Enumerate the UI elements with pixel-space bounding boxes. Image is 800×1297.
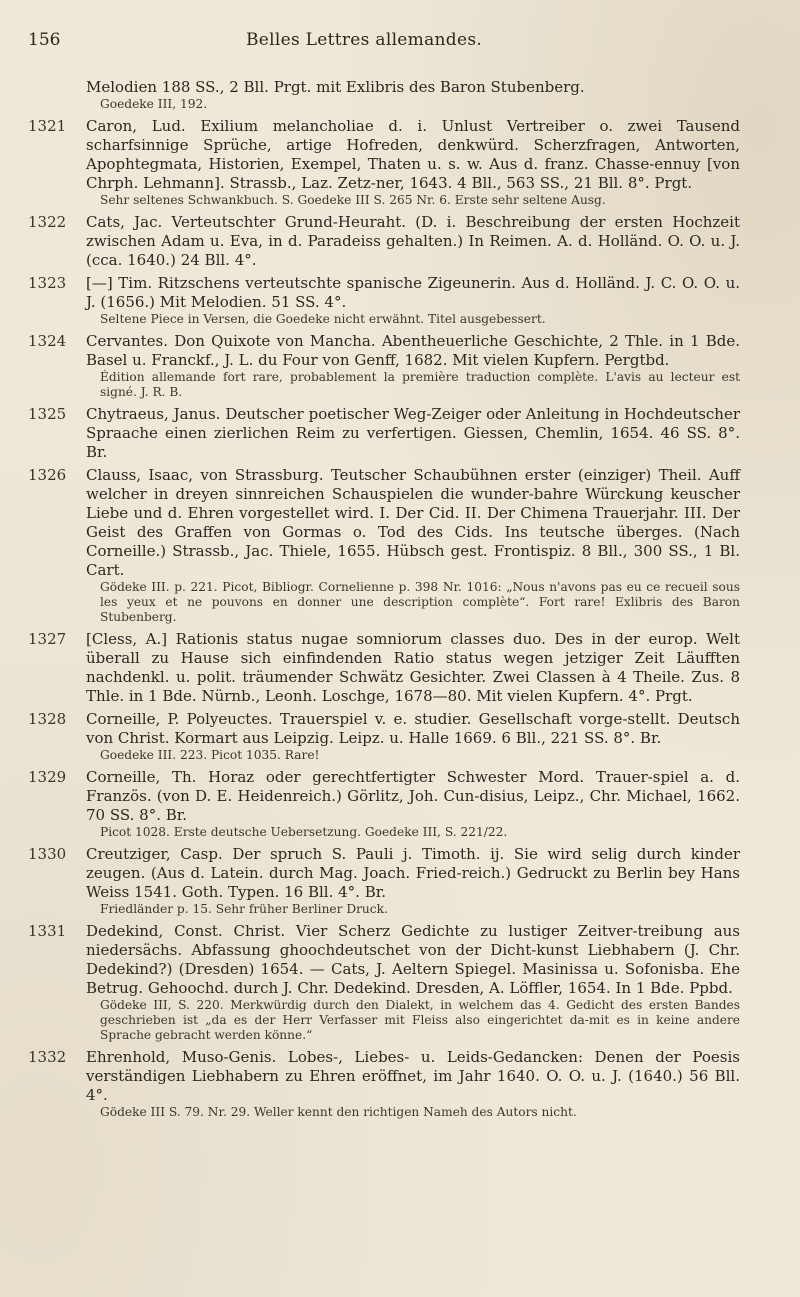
- lot-number: 1328: [28, 710, 67, 728]
- lot-number: 1322: [28, 213, 67, 231]
- entry-note: Goedeke III, 192.: [100, 97, 208, 111]
- catalog-entry: [28, 213, 740, 270]
- catalog-entry: [28, 274, 740, 328]
- entry-text: Cats, Jac. Verteutschter Grund-Heuraht. (D. i. Beschreibung der ersten Hochzeit zwischen Adam u. Eva, in d. Paradeiss gehalten.) In Reimen. A. d. Holländ. O. O. u. J. (cca. 1640.) 24 Bll. 4°.: [86, 213, 740, 269]
- lot-number: 1324: [28, 332, 67, 350]
- entry-text: Melodien 188 SS., 2 Bll. Prgt. mit Exlibris des Baron Stubenberg.: [86, 78, 585, 96]
- entry-note: Friedländer p. 15. Sehr früher Berliner Druck.: [100, 902, 388, 916]
- entry-body: [86, 630, 740, 706]
- entry-body: [86, 332, 740, 401]
- lot-number: 1332: [28, 1048, 67, 1066]
- lot-number-empty: [28, 78, 86, 113]
- lot-number: 1323: [28, 274, 67, 292]
- catalog-entry: [28, 405, 740, 462]
- entry-body: [86, 768, 740, 841]
- lot-number: 1326: [28, 466, 67, 484]
- entry-text: [Cless, A.] Rationis status nugae somniorum classes duo. Des in der europ. Welt überall zu Hause sich einfindenden Ratio status wegen jetziger Zeit Läufften nachdenkl. u. polit. träumender Schwätz Gesichter. Zwei Classen à 4 Theile. Zus. 8 Thle. in 1 Bde. Nürnb., Leonh. Loschge, 1678—80. Mit vielen Kupfern. 4°. Prgt.: [86, 630, 740, 705]
- entry-text: Corneille, Th. Horaz oder gerechtfertigter Schwester Mord. Trauer-spiel a. d. Französ. (von D. E. Heidenreich.) Görlitz, Joh. Cun-disius, Leipz., Chr. Michael, 1662. 70 SS. 8°. Br.: [86, 768, 740, 824]
- catalog-entry: [28, 117, 740, 209]
- entry-text: Creutziger, Casp. Der spruch S. Pauli j. Timoth. ij. Sie wird selig durch kinder zeugen. (Aus d. Latein. durch Mag. Joach. Fried-reich.) Gedruckt zu Berlin bey Hans Weiss 1541. Goth. Typen. 16 Bll. 4°. Br.: [86, 845, 740, 901]
- entry-body: [86, 922, 740, 1044]
- entry-text: Chytraeus, Janus. Deutscher poetischer Weg-Zeiger oder Anleitung in Hochdeutscher Spraache einen zierlichen Reim zu verfertigen. Giessen, Chemlin, 1654. 46 SS. 8°. Br.: [86, 405, 740, 461]
- continuation-entry: [28, 78, 740, 113]
- catalog-entry: [28, 845, 740, 918]
- entry-note: Gödeke III. p. 221. Picot, Bibliogr. Cornelienne p. 398 Nr. 1016: „Nous n'avons pas eu ce recueil sous les yeux et ne pouvons en donner une description complète“. Fort rare! Exlibris des Baron Stubenberg.: [100, 580, 740, 624]
- entry-body: [86, 710, 740, 764]
- catalog-entry: [28, 332, 740, 401]
- catalog-entry: [28, 630, 740, 706]
- lot-number: 1321: [28, 117, 67, 135]
- entry-text: Corneille, P. Polyeuctes. Trauerspiel v. e. studier. Gesellschaft vorge-stellt. Deutsch von Christ. Kormart aus Leipzig. Leipz. u. Halle 1669. 6 Bll., 221 SS. 8°. Br.: [86, 710, 740, 747]
- entry-note: Gödeke III S. 79. Nr. 29. Weller kennt den richtigen Nameh des Autors nicht.: [100, 1105, 577, 1119]
- entry-note: Sehr seltenes Schwankbuch. S. Goedeke III S. 265 Nr. 6. Erste sehr seltene Ausg.: [100, 193, 606, 207]
- lot-number: 1325: [28, 405, 67, 423]
- entry-body: [86, 274, 740, 328]
- entry-note: Gödeke III, S. 220. Merkwürdig durch den Dialekt, in welchem das 4. Gedicht des ersten Bandes geschrieben ist „da es der Herr Verfasser mit Fleiss also eingerichtet da-mit es in keine andere Sprache gebracht werden könne.“: [100, 998, 740, 1042]
- entry-text: Cervantes. Don Quixote von Mancha. Abentheuerliche Geschichte, 2 Thle. in 1 Bde. Basel u. Franckf., J. L. du Four von Genff, 1682. Mit vielen Kupfern. Pergtbd.: [86, 332, 740, 369]
- entry-note: Picot 1028. Erste deutsche Uebersetzung. Goedeke III, S. 221/22.: [100, 825, 508, 839]
- entry-list: [28, 117, 740, 1121]
- entry-text: Ehrenhold, Muso-Genis. Lobes-, Liebes- u. Leids-Gedancken: Denen der Poesis verständigen Liebhabern zu Ehren eröffnet, im Jahr 1640. O. O. u. J. (1640.) 56 Bll. 4°.: [86, 1048, 740, 1104]
- catalog-entry: [28, 466, 740, 626]
- entry-body: [86, 213, 740, 270]
- entry-body: [86, 78, 740, 113]
- lot-number: 1330: [28, 845, 67, 863]
- catalog-entry: [28, 710, 740, 764]
- entry-text: Clauss, Isaac, von Strassburg. Teutscher Schaubühnen erster (einziger) Theil. Auff welcher in dreyen sinnreichen Schauspielen die wunder-bahre Würckung keuscher Liebe und d. Ehren vorgestellet wird. I. Der Cid. II. Der Chimena Trauerjahr. III. Der Geist des Graffen von Gormas o. Tod des Cids. Ins teutsche überges. (Nach Corneille.) Strassb., Jac. Thiele, 1655. Hübsch gest. Frontispiz. 8 Bll., 300 SS., 1 Bl. Cart.: [86, 466, 740, 579]
- entry-text: Caron, Lud. Exilium melancholiae d. i. Unlust Vertreiber o. zwei Tausend scharfsinnige Sprüche, artige Hofreden, denkwürd. Scherzfragen, Antworten, Apophtegmata, Historien, Exempel, Thaten u. s. w. Aus d. franz. Chasse-ennuy [von Chrph. Lehmann]. Strassb., Laz. Zetz-ner, 1643. 4 Bll., 563 SS., 21 Bll. 8°. Prgt.: [86, 117, 740, 192]
- entry-body: [86, 466, 740, 626]
- catalog-entry: [28, 922, 740, 1044]
- entry-note: Édition allemande fort rare, probablement la première traduction complète. L'avis au lecteur est signé. J. R. B.: [100, 370, 740, 399]
- entry-text: Dedekind, Const. Christ. Vier Scherz Gedichte zu lustiger Zeitver-treibung aus niedersächs. Abfassung ghoochdeutschet von der Dicht-kunst Liebhabern (J. Chr. Dedekind?) (Dresden) 1654. — Cats, J. Aeltern Spiegel. Masinissa u. Sofonisba. Ehe Betrug. Gehoochd. durch J. Chr. Dedekind. Dresden, A. Löffler, 1654. In 1 Bde. Ppbd.: [86, 922, 740, 997]
- page-header: [28, 30, 740, 78]
- catalog-entry: [28, 1048, 740, 1121]
- entry-body: [86, 845, 740, 918]
- entry-note: Goedeke III. 223. Picot 1035. Rare!: [100, 748, 320, 762]
- page-number: 156: [28, 30, 61, 50]
- entry-text: [—] Tim. Ritzschens verteutschte spanische Zigeunerin. Aus d. Holländ. J. C. O. O. u. J. (1656.) Mit Melodien. 51 SS. 4°.: [86, 274, 740, 311]
- entry-body: [86, 405, 740, 462]
- catalog-entry: [28, 768, 740, 841]
- lot-number: 1327: [28, 630, 67, 648]
- entry-note: Seltene Piece in Versen, die Goedeke nicht erwähnt. Titel ausgebessert.: [100, 312, 546, 326]
- lot-number: 1331: [28, 922, 67, 940]
- running-head: Belles Lettres allemandes.: [245, 30, 483, 50]
- lot-number: 1329: [28, 768, 67, 786]
- entry-body: [86, 1048, 740, 1121]
- entry-body: [86, 117, 740, 209]
